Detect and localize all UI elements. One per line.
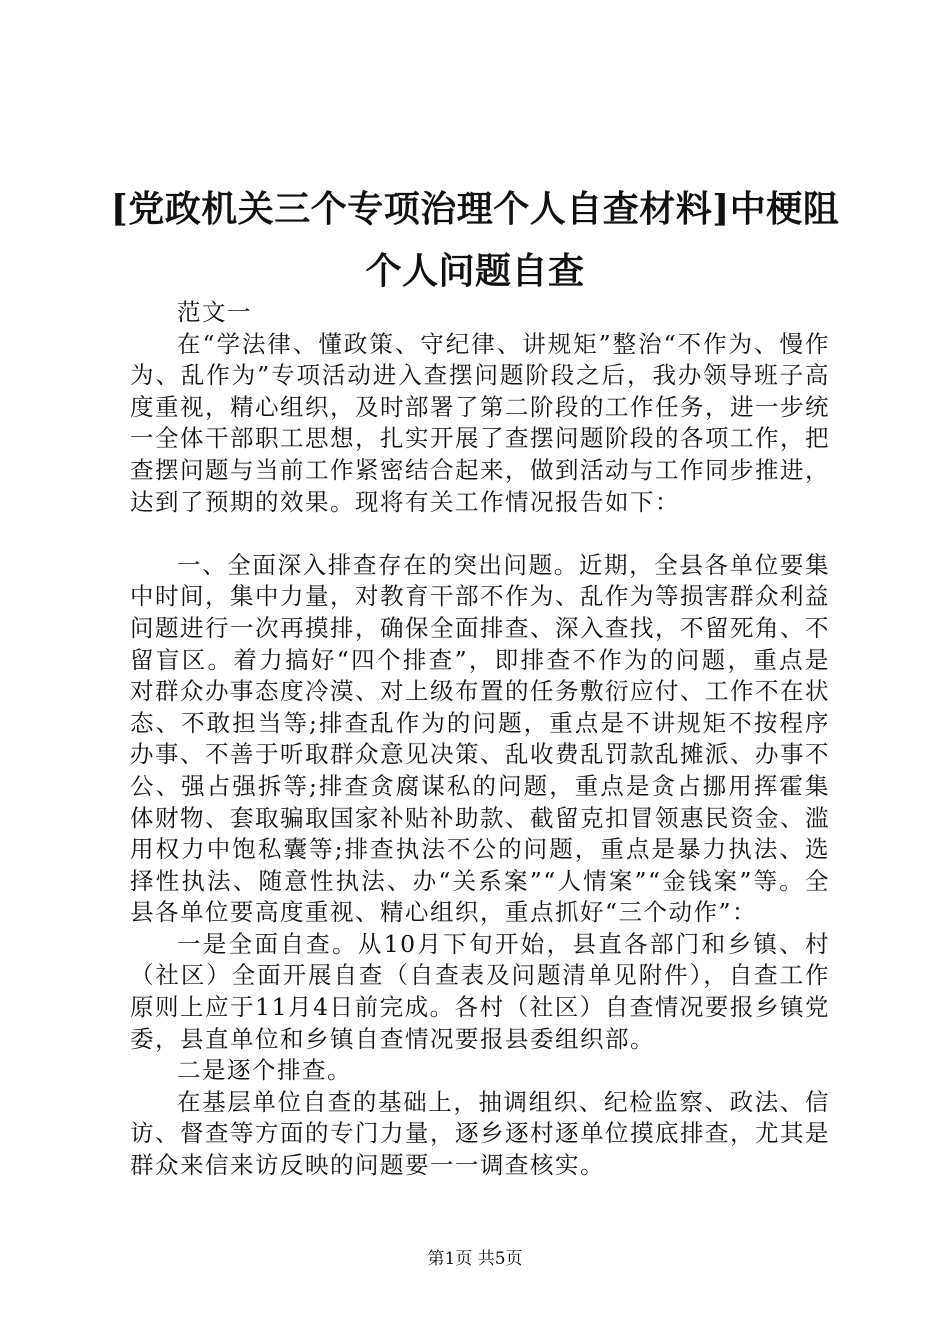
paragraph-self-check: 一是全面自查。从10月下旬开始，县直各部门和乡镇、村（社区）全面开展自查（自查表及问题清单见附件），自查工作原则上应于11月4日前完成。各村（社区）自查情况要报乡镇党委，县直单位和乡镇自查情况要报县委组织部。 [130, 929, 830, 1053]
title-line-2: 个人问题自查 [365, 250, 585, 292]
paragraph-investigation: 在基层单位自查的基础上，抽调组织、纪检监察、政法、信访、督查等方面的专门力量，逐乡逐村逐单位摸底排查，尤其是群众来信来访反映的问题要一一调查核实。 [130, 1087, 830, 1180]
document-title [100, 178, 850, 302]
section-label: 范文一 [177, 298, 252, 326]
paragraph-intro: 在“学法律、懂政策、守纪律、讲规矩”整治“不作为、慢作为、乱作为”专项活动进入查摆问题阶段之后，我办领导班子高度重视，精心组织，及时部署了第二阶段的工作任务，进一步统一全体干部职工思想，扎实开展了查摆问题阶段的各项工作，把查摆问题与当前工作紧密结合起来，做到活动与工作同步推进，达到了预期的效果。现将有关工作情况报告如下： [130, 329, 830, 516]
paragraph-section-one: 一、全面深入排查存在的突出问题。近期，全县各单位要集中时间，集中力量，对教育干部不作为、乱作为等损害群众利益问题进行一次再摸排，确保全面排查、深入查找，不留死角、不留盲区。着力搞好“四个排查”，即排查不作为的问题，重点是对群众办事态度冷漠、对上级布置的任务敷衍应付、工作不在状态、不敢担当等;排查乱作为的问题，重点是不讲规矩不按程序办事、不善于听取群众意见决策、乱收费乱罚款乱摊派、办事不公、强占强拆等;排查贪腐谋私的问题，重点是贪占挪用挥霍集体财物、套取骗取国家补贴补助款、截留克扣冒领惠民资金、滥用权力中饱私囊等;排查执法不公的问题，重点是暴力执法、选择性执法、随意性执法、办“关系案”“人情案”“金钱案”等。全县各单位要高度重视、精心组织，重点抓好“三个动作”： [130, 550, 830, 927]
paragraph-item-two: 二是逐个排查。 [177, 1056, 352, 1085]
document-body [130, 297, 830, 1182]
title-line-1: [党政机关三个专项治理个人自查材料]中梗阻 [110, 188, 840, 230]
page-footer: 第1页 共5页 [427, 1249, 523, 1269]
